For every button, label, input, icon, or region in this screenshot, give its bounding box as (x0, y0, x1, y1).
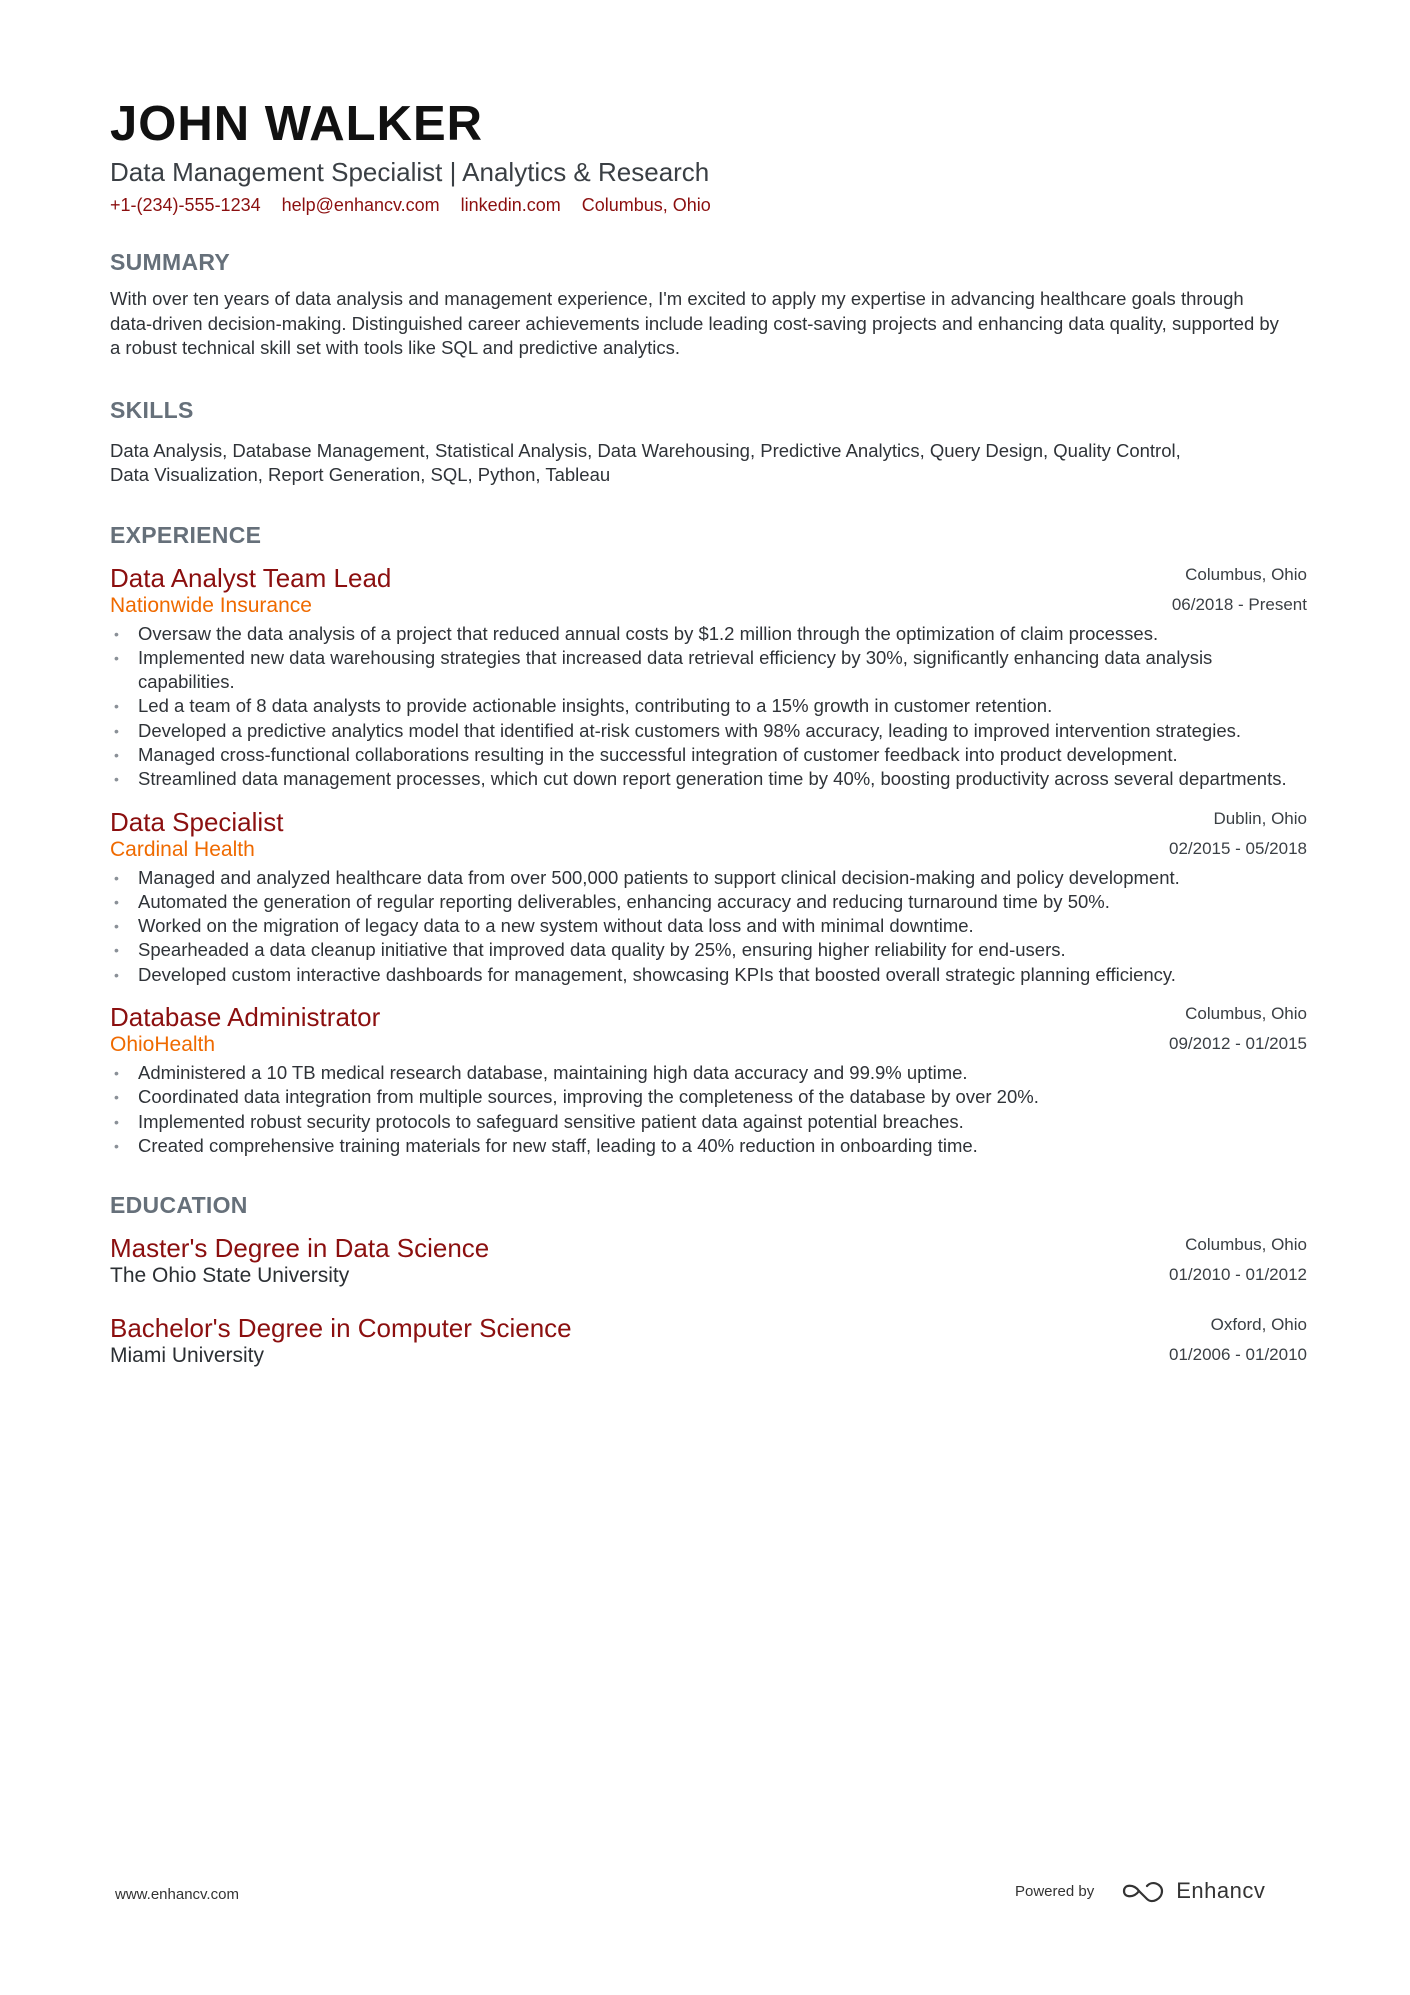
job-company: OhioHealth (110, 1033, 216, 1057)
list-item: • Oversaw the data analysis of a project that reduced annual costs by $1.2 million through the optimization of claim processes. (110, 622, 1307, 646)
job-company: Cardinal Health (110, 837, 255, 861)
school-location: Columbus, Ohio (1185, 1235, 1307, 1255)
job-dates: 02/2015 - 05/2018 (1168, 838, 1307, 858)
job-location: Dublin, Ohio (1213, 808, 1307, 828)
job-role: Database Administrator (110, 1002, 381, 1033)
list-item: • Administered a 10 TB medical research database, maintaining high data accuracy and 99.9% uptime. (110, 1061, 1307, 1085)
summary-text: With over ten years of data analysis and management experience, I'm excited to apply my expertise in advancing healthcare goals through data-driven decision-making. Distinguished career achievements include leading cost-saving projects and enhancing data quality, supported by a robust technical skill set with tools like SQL and predictive analytics. (110, 288, 1279, 358)
location-text: Columbus, Ohio (581, 195, 711, 215)
list-item: • Managed cross-functional collaborations resulting in the successful integration of customer feedback into product development. (110, 743, 1307, 767)
summary-section (110, 247, 1307, 361)
degree-title: Bachelor's Degree in Computer Science (110, 1313, 572, 1344)
phone-link[interactable]: +1-(234)-555-1234 (110, 195, 261, 215)
school-name: Miami University (110, 1344, 265, 1368)
education-section (110, 1190, 1307, 1368)
job-role: Data Analyst Team Lead (110, 562, 392, 593)
list-item: • Coordinated data integration from multiple sources, improving the completeness of the database by over 20%. (110, 1085, 1307, 1109)
experience-entry-header (110, 806, 1307, 862)
job-location: Columbus, Ohio (1185, 1004, 1307, 1024)
education-dates: 01/2010 - 01/2012 (1168, 1265, 1307, 1285)
powered-by-label: Powered by (1015, 1882, 1095, 1900)
job-location: Columbus, Ohio (1185, 564, 1307, 584)
list-item: • Worked on the migration of legacy data to a new system without data loss and with minimal downtime. (110, 914, 1307, 938)
education-entry (110, 1312, 1307, 1368)
list-item: • Led a team of 8 data analysts to provide actionable insights, contributing to a 15% growth in customer retention. (110, 694, 1307, 718)
brand-name: Enhancv (1176, 1878, 1266, 1903)
job-dates: 09/2012 - 01/2015 (1168, 1034, 1307, 1054)
job-bullets (110, 1061, 1307, 1158)
education-dates: 01/2006 - 01/2010 (1168, 1345, 1307, 1365)
candidate-name: JOHN WALKER (110, 97, 484, 151)
contact-line (110, 193, 1307, 217)
education-heading: EDUCATION (110, 1192, 248, 1219)
skills-text: Data Analysis, Database Management, Statistical Analysis, Data Warehousing, Predictive Analytics, Query Design, Quality Control, Data Visualization, Report Generation, SQL, Python, Tableau (110, 439, 1181, 485)
enhancv-logo[interactable] (1120, 1878, 1265, 1904)
education-entry-header (110, 1232, 1307, 1288)
list-item: • Streamlined data management processes, which cut down report generation time by 40%, boosting productivity across several departments. (110, 767, 1307, 791)
job-company: Nationwide Insurance (110, 593, 312, 617)
resume-page (110, 95, 1307, 1368)
list-item: • Implemented robust security protocols to safeguard sensitive patient data against potential breaches. (110, 1110, 1307, 1134)
list-item: • Developed a predictive analytics model that identified at-risk customers with 98% accuracy, leading to improved intervention strategies. (110, 719, 1307, 743)
experience-entry-header (110, 1001, 1307, 1057)
education-entry-header (110, 1312, 1307, 1368)
list-item: • Developed custom interactive dashboards for management, showcasing KPIs that boosted overall strategic planning efficiency. (110, 963, 1307, 987)
list-item: • Automated the generation of regular reporting deliverables, enhancing accuracy and reducing turnaround time by 50%. (110, 890, 1307, 914)
summary-heading: SUMMARY (110, 249, 231, 275)
infinity-logo-icon (1120, 1879, 1166, 1903)
experience-entry (110, 806, 1307, 987)
job-bullets (110, 622, 1307, 792)
school-location: Oxford, Ohio (1210, 1315, 1307, 1335)
job-dates: 06/2018 - Present (1171, 594, 1307, 614)
experience-heading: EXPERIENCE (110, 521, 262, 548)
skills-heading: SKILLS (110, 396, 194, 423)
experience-entry (110, 562, 1307, 792)
email-link[interactable]: help@enhancv.com (281, 195, 440, 215)
education-entry (110, 1232, 1307, 1288)
job-role: Data Specialist (110, 806, 284, 837)
list-item: • Implemented new data warehousing strategies that increased data retrieval efficiency by 30%, significantly enhancing data analysis capabilities. (110, 646, 1307, 695)
experience-entry-header (110, 562, 1307, 618)
list-item: • Spearheaded a data cleanup initiative that improved data quality by 25%, ensuring higher reliability for end-users. (110, 938, 1307, 962)
degree-title: Master's Degree in Data Science (110, 1233, 490, 1264)
job-bullets (110, 866, 1307, 987)
list-item: • Managed and analyzed healthcare data from over 500,000 patients to support clinical decision-making and policy development. (110, 866, 1307, 890)
linkedin-link[interactable]: linkedin.com (460, 195, 561, 215)
skills-section (110, 395, 1307, 488)
experience-section (110, 520, 1307, 1159)
candidate-title: Data Management Specialist | Analytics & Research (110, 157, 710, 187)
experience-entry (110, 1001, 1307, 1158)
footer-branding (1015, 1876, 1265, 1906)
footer-website-link[interactable]: www.enhancv.com (115, 1886, 239, 1903)
list-item: • Created comprehensive training materials for new staff, leading to a 40% reduction in onboarding time. (110, 1134, 1307, 1158)
school-name: The Ohio State University (110, 1264, 350, 1288)
